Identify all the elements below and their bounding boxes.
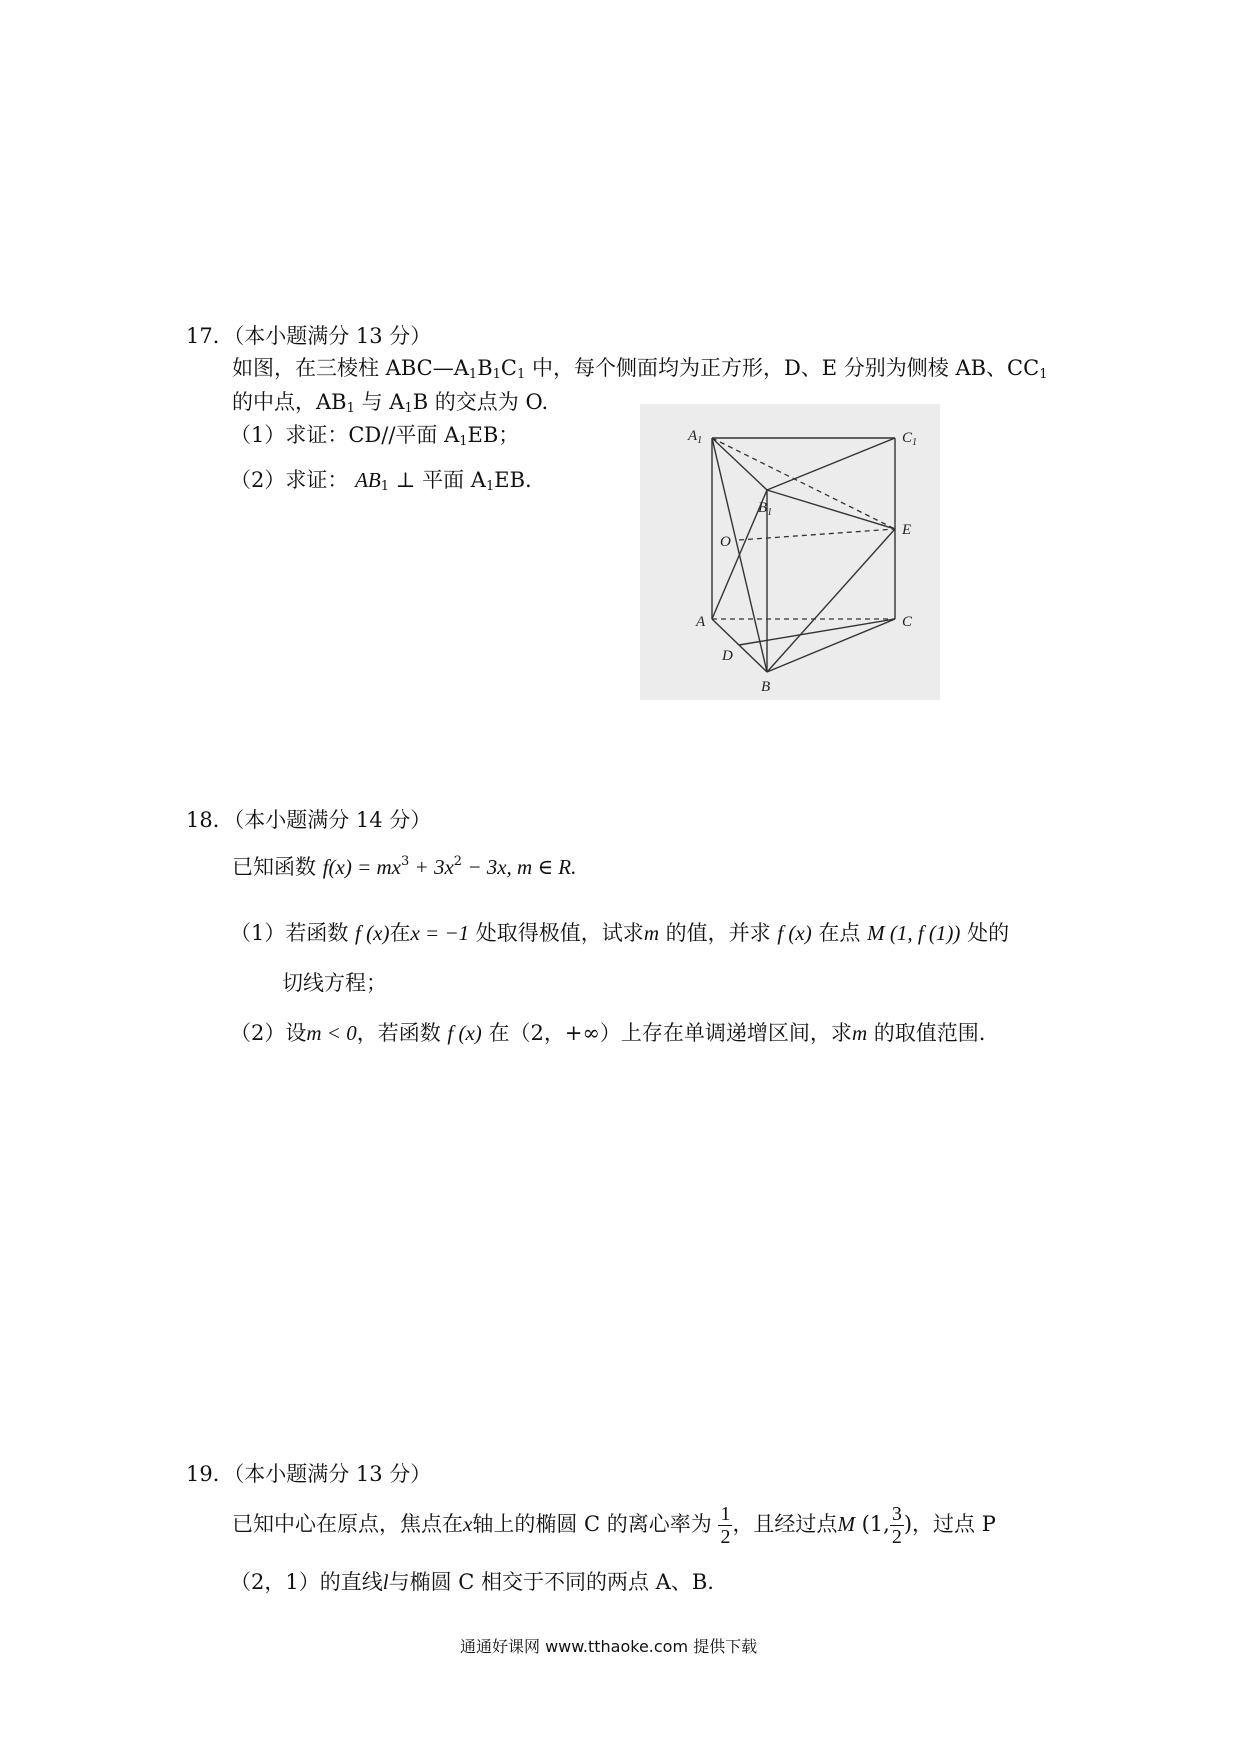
edge-B1C1 bbox=[767, 438, 895, 490]
prism-diagram bbox=[640, 404, 940, 700]
q18-part2: （2）设m < 0，若函数 f (x) 在（2，+∞）上存在单调递增区间，求m 的取值范围. bbox=[230, 1021, 986, 1045]
label-C1: $C_1$ bbox=[902, 430, 918, 448]
dash-A1E bbox=[712, 438, 895, 529]
q19-line2: （2，1）的直线l与椭圆 C 相交于不同的两点 A、B. bbox=[230, 1570, 714, 1594]
edge-DC bbox=[739, 619, 895, 645]
q17-part2: （2）求证： $AB_1$ ⊥ 平面 $A_1EB$. bbox=[230, 468, 532, 494]
label-A1: $A_1$ bbox=[688, 428, 703, 446]
edge-B1E bbox=[767, 490, 895, 529]
label-D: D bbox=[722, 648, 733, 664]
label-B: B bbox=[761, 679, 771, 695]
fraction-three-halves: $\frac{3}{2}$ bbox=[891, 1503, 902, 1548]
q18-given: 已知函数 $f(x) = mx^3 + 3x^2 - 3x$, m ∈ R. bbox=[232, 854, 577, 879]
prism-figure bbox=[640, 404, 940, 700]
edge-BC bbox=[767, 619, 895, 672]
q17-header: 17．（本小题满分 13 分） bbox=[186, 324, 432, 348]
label-E: E bbox=[902, 522, 912, 538]
edge-BE bbox=[767, 529, 895, 672]
label-B1: $B_1$ bbox=[758, 500, 773, 518]
q19-header: 19．（本小题满分 13 分） bbox=[186, 1462, 432, 1486]
label-C: C bbox=[902, 614, 913, 630]
q18-part1-line2: 切线方程； bbox=[282, 971, 387, 995]
label-A: A bbox=[696, 614, 706, 630]
page-footer: 通通好课网 www.tthaoke.com 提供下载 bbox=[460, 1637, 758, 1656]
fraction-one-half: $\frac{1}{2}$ bbox=[720, 1503, 731, 1548]
dash-OE bbox=[739, 529, 895, 540]
label-O: O bbox=[720, 534, 731, 550]
q18-header: 18．（本小题满分 14 分） bbox=[186, 808, 432, 832]
q17-intro-line2: 的中点，$AB_1$ 与 $A_1B$ 的交点为 O. bbox=[232, 390, 549, 416]
q18-part1: （1）若函数 f (x)在x = −1 处取得极值，试求m 的值，并求 f (x) 在点 M (1, f (1)) 处的 bbox=[230, 921, 1010, 945]
q17-intro-line1: 如图，在三棱柱 $ABC—A_1B_1C_1$ 中，每个侧面均为正方形，D、E 分别为侧棱 AB、$CC_1$ bbox=[232, 356, 1048, 382]
q19-line1: 已知中心在原点，焦点在x轴上的椭圆 C 的离心率为 $\frac{1}{2}$ ，且经过点M (1, $\frac{3}{2}$ )，过点 P bbox=[232, 1503, 996, 1548]
q17-part1: （1）求证：CD//平面 $A_1EB$； bbox=[230, 423, 520, 449]
edge-A1B1 bbox=[712, 438, 767, 490]
